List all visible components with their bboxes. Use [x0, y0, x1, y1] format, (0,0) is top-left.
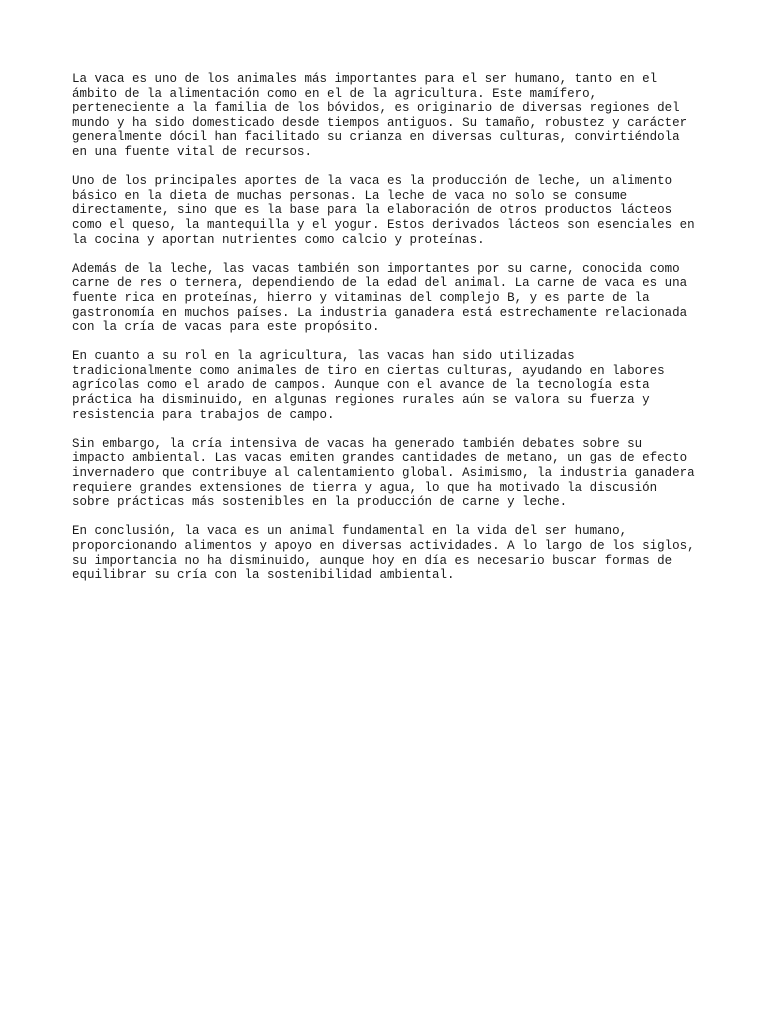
text-line: ámbito de la alimentación como en el de la agricultura. Este mamífero, [72, 86, 598, 101]
text-line: Sin embargo, la cría intensiva de vacas ha generado también debates sobre su [72, 436, 643, 451]
paragraph-conclusion [72, 524, 700, 582]
text-line: tradicionalmente como animales de tiro en ciertas culturas, ayudando en labores [72, 363, 665, 378]
text-line: agrícolas como el arado de campos. Aunque con el avance de la tecnología esta [72, 378, 650, 393]
text-line: la cocina y aportan nutrientes como calcio y proteínas. [72, 232, 485, 247]
text-line: mundo y ha sido domesticado desde tiempos antiguos. Su tamaño, robustez y carácter [72, 115, 688, 130]
text-line: práctica ha disminuido, en algunas regiones rurales aún se valora su fuerza y [72, 393, 650, 408]
paragraph-meat [72, 262, 700, 335]
paragraph-environment [72, 437, 700, 510]
text-line: básico en la dieta de muchas personas. La leche de vaca no solo se consume [72, 188, 628, 203]
text-line: como el queso, la mantequilla y el yogur. Estos derivados lácteos son esenciales en [72, 217, 695, 232]
text-line: proporcionando alimentos y apoyo en diversas actividades. A lo largo de los siglos, [72, 539, 695, 553]
paragraph-milk [72, 174, 700, 247]
text-line: con la cría de vacas para este propósito. [72, 320, 380, 335]
text-line: impacto ambiental. Las vacas emiten grandes cantidades de metano, un gas de efecto [72, 451, 688, 466]
text-line: directamente, sino que es la base para la elaboración de otros productos lácteos [72, 203, 673, 218]
text-line: resistencia para trabajos de campo. [72, 407, 335, 422]
text-line: invernadero que contribuye al calentamiento global. Asimismo, la industria ganadera [72, 466, 695, 481]
text-line: generalmente dócil han facilitado su crianza en diversas culturas, convirtiéndola [72, 130, 680, 145]
paragraph-agriculture [72, 349, 700, 422]
text-line: fuente rica en proteínas, hierro y vitaminas del complejo B, y es parte de la [72, 290, 650, 305]
text-line: su importancia no ha disminuido, aunque hoy en día es necesario buscar formas de [72, 553, 673, 568]
text-line: equilibrar su cría con la sostenibilidad ambiental. [72, 568, 455, 583]
text-line: sobre prácticas más sostenibles en la producción de carne y leche. [72, 495, 568, 510]
text-line: en una fuente vital de recursos. [72, 144, 313, 159]
text-line: La vaca es uno de los animales más importantes para el ser humano, tanto en el [72, 72, 658, 86]
text-line: En conclusión, la vaca es un animal fundamental en la vida del ser humano, [72, 524, 628, 539]
paragraph-intro [72, 72, 700, 160]
document-page [72, 72, 700, 597]
text-line: carne de res o ternera, dependiendo de la edad del animal. La carne de vaca es una [72, 276, 688, 291]
text-line: perteneciente a la familia de los bóvidos, es originario de diversas regiones del [72, 101, 680, 116]
text-line: Además de la leche, las vacas también son importantes por su carne, conocida como [72, 261, 680, 276]
text-line: requiere grandes extensiones de tierra y agua, lo que ha motivado la discusión [72, 480, 658, 495]
text-line: Uno de los principales aportes de la vaca es la producción de leche, un alimento [72, 174, 673, 189]
text-line: En cuanto a su rol en la agricultura, las vacas han sido utilizadas [72, 349, 575, 364]
text-line: gastronomía en muchos países. La industria ganadera está estrechamente relacionada [72, 305, 688, 320]
